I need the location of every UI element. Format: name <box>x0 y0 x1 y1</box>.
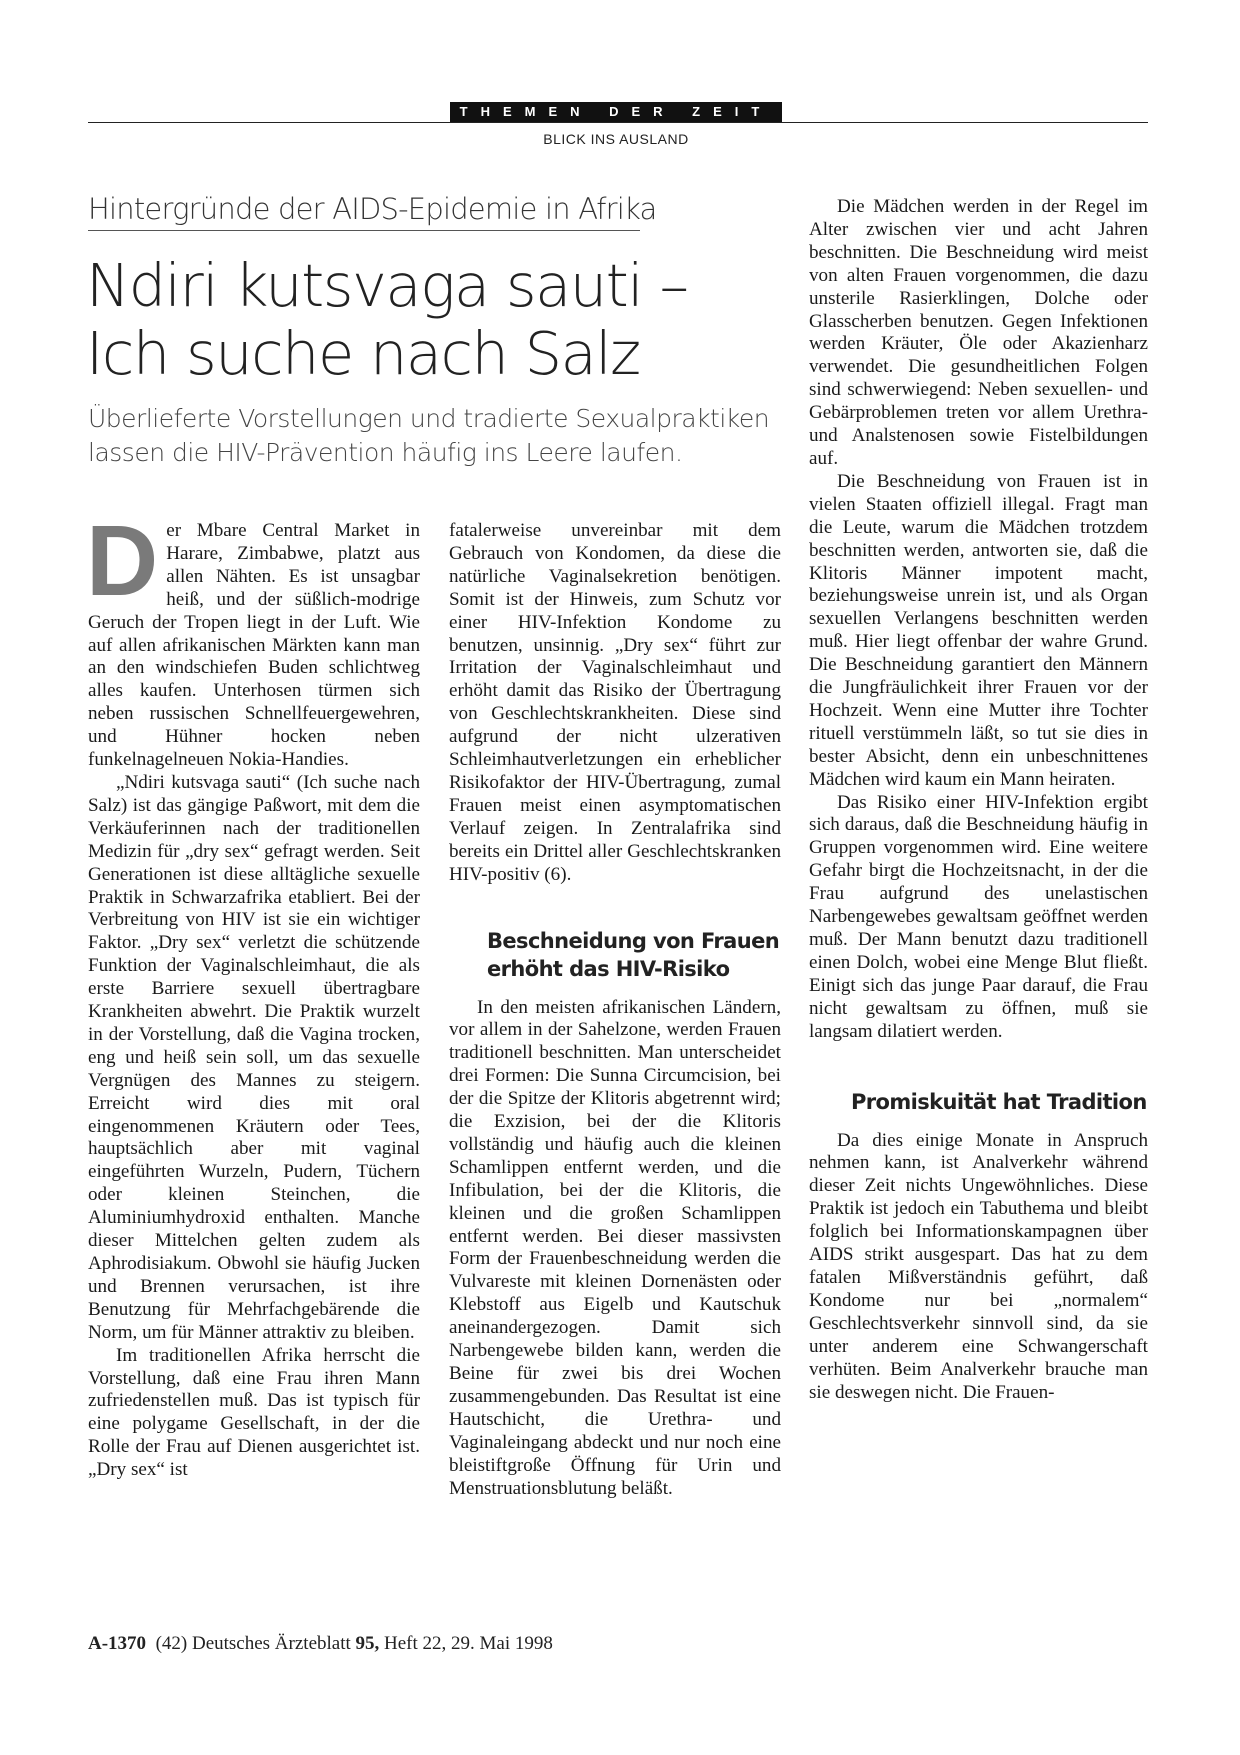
article-headline <box>86 252 706 388</box>
paragraph: Im traditionellen Afrika herrscht die Vorstellung, daß eine Frau ihren Mann zufriedenstellen muß. Das ist typisch für eine polygame Gesellschaft, in der die Rolle der Frau auf Dienen ausgerichtet ist. „Dry sex“ ist <box>88 1344 420 1481</box>
paragraph: Die Beschneidung von Frauen ist in vielen Staaten offiziell illegal. Fragt man die Leute, warum die Mädchen trotzdem beschnitten werden, antworten sie, daß die Klitoris Männer impotent macht, beziehungsweise unrein ist, und als Organ sexuellen Verlangens beschnitten werden muß. Hier liegt offenbar der wahre Grund. Die Beschneidung garantiert den Männern die Jungfräulichkeit ihrer Frauen vor der Hochzeit. Wenn eine Mutter ihre Tochter rituell verstümmeln läßt, so tut sie dies in bester Absicht, denn ein unbeschnittenes Mädchen wird kaum ein Mann heiraten. <box>809 470 1148 790</box>
subheading-line-1: Beschneidung von Frauen <box>487 928 780 953</box>
top-rule <box>88 122 1148 123</box>
ressort-label: THEMEN DER ZEIT <box>450 102 782 122</box>
drop-cap: D <box>86 505 159 617</box>
page-footer <box>88 1633 553 1655</box>
paragraph: Da dies einige Monate in Anspruch nehmen kann, ist Analverkehr während dieser Zeit nichts Ungewöhnliches. Diese Praktik ist jedoch ein Tabuthema und bleibt folglich bei Informationskampagnen über AIDS strikt ausgespart. Das hat zu dem fatalen Mißverständnis geführt, daß Kondome nur bei „normalem“ Geschlechtsverkehr sinnvoll sind, da sie unter anderem eine Schwangerschaft verhüten. Beim Analverkehr brauche man sie deswegen nicht. Die Frauen- <box>809 1129 1148 1403</box>
subheading: Promiskuität hat Tradition <box>851 1089 1147 1114</box>
footer-journal: (42) Deutsches Ärzteblatt <box>155 1633 351 1654</box>
column-3 <box>809 196 1148 1404</box>
footer-issue: Heft 22, 29. Mai 1998 <box>384 1633 553 1654</box>
subheading <box>487 927 781 983</box>
article-deck <box>88 402 788 470</box>
paragraph: Das Risiko einer HIV-Infektion ergibt sich daraus, daß die Beschneidung häufig in Gruppen vorgenommen wird. Eine weitere Gefahr birgt die Hochzeitsnacht, in der die Frau aufgrund des unelastischen Narbengewebes gewaltsam geöffnet werden muß. Der Mann benutzt dazu traditionell einen Dolch, wobei eine Menge Blut fließt. Einigt sich das junge Paar darauf, die Frau nicht gewaltsam zu öffnen, muß sie langsam dilatiert werden. <box>809 791 1148 1042</box>
kicker-rule <box>88 230 640 231</box>
headline-line-2: Ich suche nach Salz <box>86 319 640 388</box>
deck-line-1: Überlieferte Vorstellungen und tradierte Sexualpraktiken <box>88 404 770 433</box>
paragraph: In den meisten afrikanischen Ländern, vor allem in der Sahelzone, werden Frauen traditionell beschnitten. Man unterscheidet drei Formen: Die Sunna Circumcision, bei der die Spitze der Klitoris abgetrennt wird; die Exzision, bei der die Klitoris vollständig und häufig auch die kleinen Schamlippen entfernt werden, und die Infibulation, bei der die Klitoris, die kleinen und die großen Schamlippen entfernt werden. Bei dieser massivsten Form der Frauenbeschneidung werden die Vulvareste mit kleinen Dornenästen oder Klebstoff aus Eigelb und Kautschuk aneinandergezogen. Damit sich Narbengewebe bilden kann, werden die Beine für zwei bis drei Wochen zusammengebunden. Das Resultat ist eine Hautschicht, die Urethra- und Vaginaleingang abdeckt und nur noch eine bleistiftgroße Öffnung für Urin und Menstruationsblutung beläßt. <box>449 996 781 1499</box>
paragraph: fatalerweise unvereinbar mit dem Gebrauch von Kondomen, da diese die natürliche Vaginalsekretion benötigen. Somit ist der Hinweis, zum Schutz vor einer HIV-Infektion Kondome zu benutzen, unsinnig. „Dry sex“ führt zur Irritation der Vaginalschleimhaut und erhöht damit das Risiko der Übertragung von Geschlechtskrankheiten. Diese sind aufgrund der nicht ulzerativen Schleimhautverletzungen ein erheblicher Risikofaktor der HIV-Übertragung, zumal Frauen meist einen asymptomatischen Verlauf zeigen. In Zentralafrika sind bereits ein Drittel aller Geschlechtskranken HIV-positiv (6). <box>449 520 781 885</box>
page-number: A-1370 <box>88 1633 147 1654</box>
column-2 <box>449 520 781 1500</box>
subheading-line-2: erhöht das HIV-Risiko <box>487 956 730 981</box>
footer-volume: 95, <box>355 1633 380 1654</box>
headline-line-1: Ndiri kutsvaga sauti – <box>86 251 688 320</box>
column-1 <box>86 505 420 1482</box>
article-kicker: Hintergründe der AIDS-Epidemie in Afrika <box>88 192 657 226</box>
deck-line-2: lassen die HIV-Prävention häufig ins Leere laufen. <box>88 438 683 467</box>
rubrik-label: BLICK INS AUSLAND <box>543 131 689 147</box>
paragraph: er Mbare Central Market in Harare, Zimbabwe, platzt aus allen Nähten. Es ist unsagbar heiß, und der süßlich-modrige Geruch der Tropen liegt in der Luft. Wie auf allen afrikanischen Märkten kann man an den windschiefen Buden schlichtweg alles kaufen. Unterhosen türmen sich neben russischen Schnellfeuergewehren, und Hühner hocken neben funkelnagelneuen Nokia-Handies. <box>88 520 420 771</box>
paragraph: Die Mädchen werden in der Regel im Alter zwischen vier und acht Jahren beschnitten. Die Beschneidung wird meist von alten Frauen vorgenommen, die dazu unsterile Rasierklingen, Dolche oder Glasscherben benutzen. Gegen Infektionen werden Kräuter, Öle oder Akazienharz verwendet. Die gesundheitlichen Folgen sind schwerwiegend: Neben sexuellen- und Gebärproblemen treten vor allem Urethra- und Analstenosen sowie Fistelbildungen auf. <box>809 196 1148 469</box>
paragraph: „Ndiri kutsvaga sauti“ (Ich suche nach Salz) ist das gängige Paßwort, mit dem die Verkäuferinnen nach der traditionellen Medizin für „dry sex“ gefragt werden. Seit Generationen ist diese alltägliche sexuelle Praktik in Schwarzafrika etabliert. Bei der Verbreitung von HIV ist sie ein wichtiger Faktor. „Dry sex“ verletzt die schützende Funktion der Vaginalschleimhaut, die als erste Barriere sexuell übertragbare Krankheiten abwehrt. Die Praktik wurzelt in der Vorstellung, daß die Vagina trocken, eng und heiß sein soll, um das sexuelle Vergnügen des Mannes zu steigern. Erreicht wird dies mit oral eingenommenen Kräutern oder Tees, hauptsächlich aber mit vaginal eingeführten Wurzeln, Pudern, Tüchern oder kleinen Steinchen, die Aluminiumhydroxid enthalten. Manche dieser Mittelchen gelten zudem als Aphrodisiakum. Obwohl sie häufig Jucken und Brennen verursachen, ist ihre Benutzung für Mehrfachgebärende die Norm, um für Männer attraktiv zu bleiben. <box>88 771 420 1343</box>
